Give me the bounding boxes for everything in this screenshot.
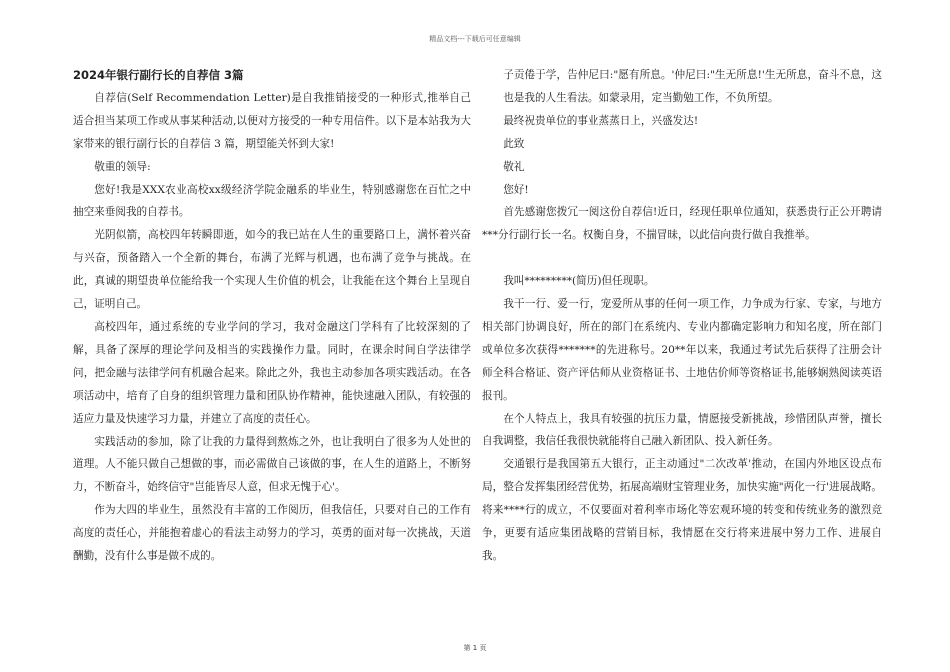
paragraph: 最终祝贵单位的事业蒸蒸日上，兴盛发达!: [503, 114, 699, 127]
paragraph: 作为大四的毕业生，虽然没有丰富的工作阅历，但我信任，只要对自己的工作有高度的责任心，并能抱着虚心的看法主动努力的学习，英勇的面对每一次挑战，天道酬勤，没有什么事是做不成的。: [73, 504, 471, 563]
document-title: 2024年银行副行长的自荐信 3篇: [73, 68, 244, 82]
paragraph: 我干一行、爱一行，宠爱所从事的任何一项工作，力争成为行家、专家，与地方相关部门协调良好，所在的部门在系统内、专业内都确定影响力和知名度，所在部门或单位多次获得*******的先进称号。20**年以来，我通过考试先后获得了注册会计师全科合格证、资产评估师从业资格证书、土地估价师等资格证书,能够娴熟阅读英语报刊。: [482, 298, 882, 402]
paragraph: 实践活动的参加，除了让我的力量得到熬炼之外，也让我明白了很多为人处世的道理。人不能只做自己想做的事，而必需做自己该做的事，在人生的道路上，不断努力，不断奋斗，始终信守"岂能皆尽人意，但求无愧于心'。: [73, 435, 471, 494]
right-column: [482, 64, 882, 568]
paragraph: 在个人特点上，我具有较强的抗压力量，情愿接受新挑战，珍惜团队声誉，擅长自我调整，我信任我很快就能将自己融入新团队、投入新任务。: [482, 412, 882, 448]
paragraph: 高校四年，通过系统的专业学问的学习，我对金融这门学科有了比较深刻的了解，具备了深厚的理论学问及相当的实践操作力量。同时，在课余时间自学法律学问，把金融与法律学问有机融合起来。除此之外，我也主动参加各项实践活动。在各项活动中，培育了自身的组织管理力量和团队协作精神，能快速融入团队，有较强的适应力量及快速学习力量，并建立了高度的责任心。: [73, 320, 471, 425]
closing-salutation: 此致: [503, 137, 525, 150]
paragraph: 敬重的领导:: [94, 160, 151, 173]
page-header: 精品文档---下载后可任意编辑: [429, 35, 521, 43]
paragraph-gap: [482, 247, 882, 270]
paragraph: 我叫*********(简历)但任现职。: [503, 275, 655, 288]
paragraph: 子贡倦于学，告仲尼曰:"愿有所息。'仲尼曰:"生无所息!'生无所息，奋斗不息，这也是我的人生看法。如蒙录用，定当勤勉工作，不负所望。: [503, 69, 882, 104]
left-column: [73, 64, 471, 568]
greeting: 您好!: [503, 183, 529, 196]
paragraph: 您好!我是XXX农业高校xx级经济学院金融系的毕业生，特别感谢您在百忙之中抽空来垂阅我的自荐书。: [73, 183, 471, 219]
paragraph: 交通银行是我国第五大银行，正主动通过"二次改革'推动，在国内外地区设点布局，整合发挥集团经营优势，拓展高端财宝管理业务，加快实施"两化一行'进展战略。将来****行的成立，不仅要面对着利率市场化等宏观环境的转变和传统业务的激烈竞争，更要有适应集团战略的营销目标，我情愿在交行将来进展中努力工作、进展自我。: [482, 458, 882, 563]
paragraph: 首先感谢您拨冗一阅这份自荐信!近日，经现任职单位通知，获悉贵行正公开聘请***分行副行长一名。权衡自身，不揣冒昧，以此信向贵行做自我推举。: [482, 206, 882, 242]
paragraph: 光阴似箭，高校四年转瞬即逝，如今的我已站在人生的重要路口上，满怀着兴奋与兴奋，预备踏入一个全新的舞台，布满了光辉与机遇，也布满了竞争与挑战。在此，真诚的期望贵单位能给我一个实现人生价值的机会，让我能在这个舞台上呈现自己，证明自己。: [73, 229, 471, 311]
paragraph: 自荐信(Self Recommendation Letter)是自我推销接受的一种形式,推举自己适合担当某项工作或从事某种活动,以便对方接受的一种专用信件。以下是本站我为大家带来的银行副行长的自荐信 3 篇，期望能关怀到大家!: [73, 91, 471, 150]
page-number: 第 1 页: [463, 644, 487, 652]
closing-salutation: 敬礼: [503, 160, 525, 173]
